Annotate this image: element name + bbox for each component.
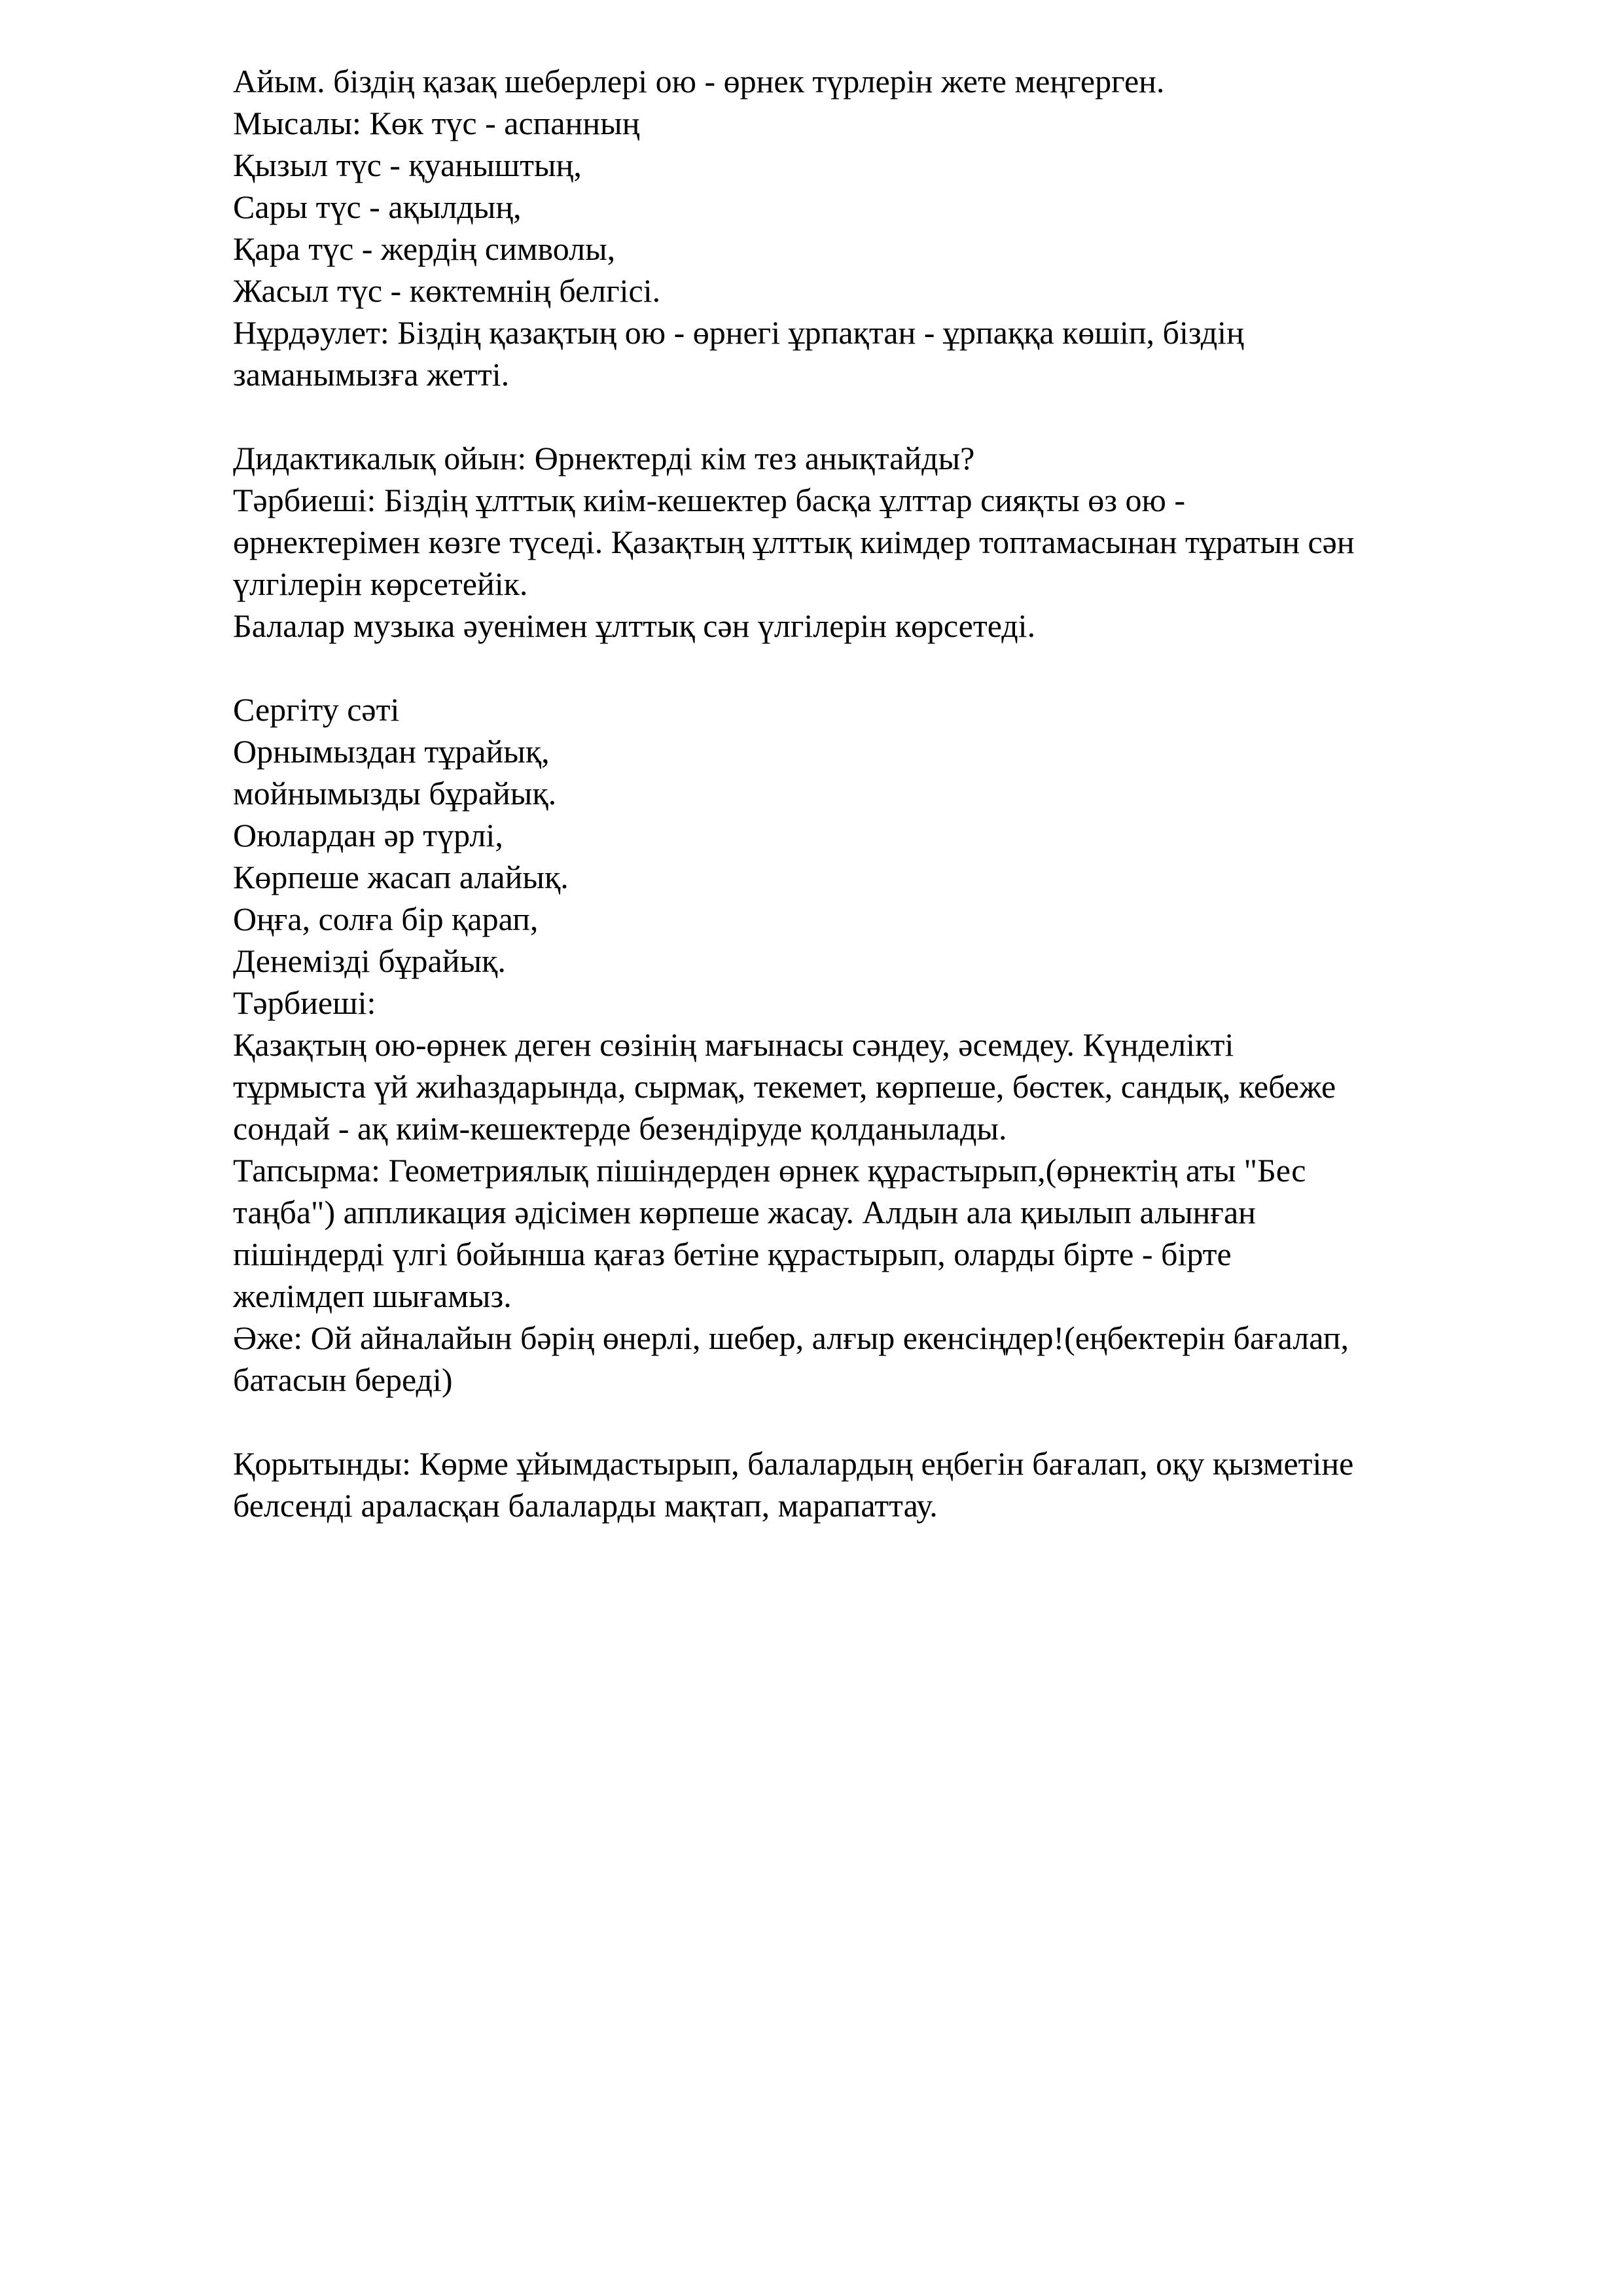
text-line: белсенді араласқан балаларды мақтап, марапаттау. xyxy=(233,1487,938,1524)
text-line: Орнымыздан тұрайық, xyxy=(233,733,550,770)
text-line: Тәрбиеші: Біздің ұлттық киім-кешектер басқа ұлттар сияқты өз ою - xyxy=(233,482,1186,518)
text-line: Тапсырма: Геометриялық пішіндерден өрнек құрастырып,(өрнектің аты "Бес xyxy=(233,1152,1306,1189)
text-line: Әже: Ой айналайын бәрің өнерлі, шебер, алғыр екенсіңдер!(еңбектерін бағалап, xyxy=(233,1319,1349,1356)
text-line: сондай - ақ киім-кешектерде безендіруде қолданылады. xyxy=(233,1110,1007,1147)
text-line: Денемізді бұрайық. xyxy=(233,942,506,979)
paragraph-gap xyxy=(233,395,1516,437)
text-line: Тәрбиеші: xyxy=(233,984,376,1021)
paragraph-didactic-game xyxy=(233,437,1516,647)
paragraph-gap xyxy=(233,647,1516,689)
text-line: Балалар музыка әуенімен ұлттық сән үлгілерін көрсетеді. xyxy=(233,607,1036,644)
document-body xyxy=(233,60,1516,1526)
text-line: батасын береді) xyxy=(233,1361,453,1398)
text-line: Сары түс - ақылдың, xyxy=(233,188,522,225)
text-line: заманымызға жетті. xyxy=(233,356,510,393)
text-line: Айым. біздің қазақ шеберлері ою - өрнек түрлерін жете меңгерген. xyxy=(233,63,1165,99)
text-line: таңба") аппликация әдісімен көрпеше жасау. Алдын ала қиылып алынған xyxy=(233,1194,1256,1230)
text-line: Көрпеше жасап алайық. xyxy=(233,859,569,895)
text-line: Сергіту сәті xyxy=(233,691,400,728)
text-line: пішіндерді үлгі бойынша қағаз бетіне құрастырып, оларды бірте - бірте xyxy=(233,1236,1232,1272)
text-line: Қызыл түс - қуаныштың, xyxy=(233,147,582,183)
paragraph-conclusion xyxy=(233,1443,1516,1526)
text-line: Дидактикалық ойын: Өрнектерді кім тез анықтайды? xyxy=(233,440,975,476)
text-line: өрнектерімен көзге түседі. Қазақтың ұлттық киімдер топтамасынан тұратын сән xyxy=(233,524,1355,560)
text-line: мойнымызды бұрайық. xyxy=(233,775,557,812)
text-line: Оюлардан әр түрлі, xyxy=(233,817,503,853)
text-line: тұрмыста үй жиһаздарында, сырмақ, текемет, көрпеше, бөстек, сандық, кебеже xyxy=(233,1068,1336,1105)
text-line: Жасыл түс - көктемнің белгісі. xyxy=(233,272,661,309)
text-line: Қазақтың ою-өрнек деген сөзінің мағынасы сәндеу, әсемдеу. Күнделікті xyxy=(233,1026,1234,1063)
text-line: Қорытынды: Көрме ұйымдастырып, балалардың еңбегін бағалап, оқу қызметіне xyxy=(233,1445,1354,1482)
paragraph-exercise-and-task xyxy=(233,689,1516,1401)
text-line: Мысалы: Көк түс - аспанның xyxy=(233,105,640,141)
text-line: үлгілерін көрсетейік. xyxy=(233,565,528,602)
text-line: Оңға, солға бір қарап, xyxy=(233,901,539,937)
text-line: желімдеп шығамыз. xyxy=(233,1278,512,1314)
text-line: Нұрдәулет: Біздің қазақтың ою - өрнегі ұрпақтан - ұрпаққа көшіп, біздің xyxy=(233,314,1244,351)
paragraph-intro xyxy=(233,60,1516,395)
text-line: Қара түс - жердің символы, xyxy=(233,230,616,267)
paragraph-gap xyxy=(233,1401,1516,1443)
